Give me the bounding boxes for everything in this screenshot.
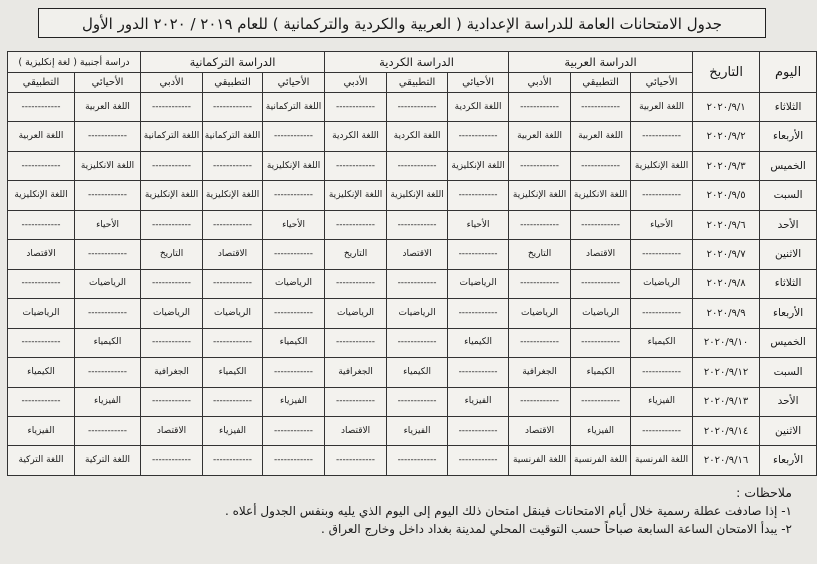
table-row — [8, 240, 817, 269]
cell-date: ٢٠٢٠/٩/٦ — [693, 210, 760, 239]
cell-date: ٢٠٢٠/٩/٩ — [693, 299, 760, 328]
subheader-app: التطبيقي — [571, 73, 631, 93]
cell-ar-bio: الأحياء — [631, 210, 693, 239]
cell-tk-lit: التاريخ — [141, 240, 203, 269]
cell-date: ٢٠٢٠/٩/٨ — [693, 269, 760, 298]
cell-fr-app: ------------ — [8, 328, 75, 357]
cell-day: الثلاثاء — [760, 93, 817, 122]
cell-ar-bio: الكيمياء — [631, 328, 693, 357]
cell-tk-lit: ------------ — [141, 151, 203, 180]
cell-fr-bio: ------------ — [75, 358, 141, 387]
subheader-lit: الأدبي — [141, 73, 203, 93]
cell-ku-bio: الكيمياء — [448, 328, 509, 357]
cell-ar-app: الكيمياء — [571, 358, 631, 387]
cell-ar-bio: الفيزياء — [631, 387, 693, 416]
table-row — [8, 269, 817, 298]
cell-ar-bio: ------------ — [631, 122, 693, 151]
cell-day: الاثنين — [760, 240, 817, 269]
cell-ar-lit: التاريخ — [509, 240, 571, 269]
cell-tk-app: الفيزياء — [203, 416, 263, 445]
cell-ku-lit: ------------ — [325, 210, 387, 239]
subheader-app: التطبيقي — [387, 73, 448, 93]
cell-tk-app: ------------ — [203, 446, 263, 476]
cell-ku-lit: اللغة الكردية — [325, 122, 387, 151]
cell-fr-bio: ------------ — [75, 240, 141, 269]
subheader-lit: الأدبي — [325, 73, 387, 93]
cell-ku-bio: اللغة الكردية — [448, 93, 509, 122]
cell-ar-app: الاقتصاد — [571, 240, 631, 269]
cell-tk-lit: ------------ — [141, 387, 203, 416]
cell-tk-bio: ------------ — [263, 299, 325, 328]
cell-ku-app: الرياضيات — [387, 299, 448, 328]
cell-ku-bio: الأحياء — [448, 210, 509, 239]
cell-ar-bio: ------------ — [631, 416, 693, 445]
cell-date: ٢٠٢٠/٩/١٤ — [693, 416, 760, 445]
table-row — [8, 358, 817, 387]
cell-tk-bio: الأحياء — [263, 210, 325, 239]
cell-ku-app: اللغة الإنكليزية — [387, 181, 448, 210]
note-item: ٢- يبدأ الامتحان الساعة السابعة صباحاً حسب التوقيت المحلي لمدينة بغداد داخل وخارج العراق . — [321, 522, 792, 536]
cell-ku-bio: الرياضيات — [448, 269, 509, 298]
cell-date: ٢٠٢٠/٩/١٣ — [693, 387, 760, 416]
cell-ku-app: الاقتصاد — [387, 240, 448, 269]
cell-tk-lit: اللغة الإنكليزية — [141, 181, 203, 210]
cell-fr-bio: ------------ — [75, 299, 141, 328]
cell-ar-app: الرياضيات — [571, 299, 631, 328]
cell-ar-bio: الرياضيات — [631, 269, 693, 298]
subheader-app: التطبيقي — [8, 73, 75, 93]
cell-ku-app: ------------ — [387, 151, 448, 180]
table-row — [8, 299, 817, 328]
cell-ar-bio: اللغة العربية — [631, 93, 693, 122]
cell-tk-bio: الرياضيات — [263, 269, 325, 298]
cell-ar-app: ------------ — [571, 328, 631, 357]
cell-ku-lit: ------------ — [325, 387, 387, 416]
cell-ku-bio: ------------ — [448, 446, 509, 476]
cell-tk-lit: اللغة التركمانية — [141, 122, 203, 151]
table-row — [8, 93, 817, 122]
cell-day: السبت — [760, 181, 817, 210]
header-arabic: الدراسة العربية — [509, 52, 693, 73]
cell-tk-app: ------------ — [203, 151, 263, 180]
table-row — [8, 387, 817, 416]
cell-ar-lit: اللغة الإنكليزية — [509, 181, 571, 210]
cell-day: الأربعاء — [760, 299, 817, 328]
table-row — [8, 446, 817, 476]
cell-day: الأحد — [760, 210, 817, 239]
table-row — [8, 416, 817, 445]
cell-tk-bio: الفيزياء — [263, 387, 325, 416]
cell-day: الثلاثاء — [760, 269, 817, 298]
cell-ar-lit: ------------ — [509, 151, 571, 180]
cell-ar-app: ------------ — [571, 387, 631, 416]
cell-ar-app: اللغة الانكليزية — [571, 181, 631, 210]
subheader-bio: الأحيائي — [631, 73, 693, 93]
cell-tk-bio: ------------ — [263, 122, 325, 151]
cell-tk-bio: ------------ — [263, 358, 325, 387]
exam-schedule-table — [7, 51, 817, 476]
cell-date: ٢٠٢٠/٩/٧ — [693, 240, 760, 269]
cell-date: ٢٠٢٠/٩/١٠ — [693, 328, 760, 357]
cell-ar-lit: الرياضيات — [509, 299, 571, 328]
subheader-bio: الأحيائي — [448, 73, 509, 93]
page-title: جدول الامتحانات العامة للدراسة الإعدادية ( العربية والكردية والتركمانية ) للعام ٢٠١٩ / ٢٠٢٠ الدور الأول — [38, 8, 766, 38]
header-foreign: دراسة أجنبية ( لغة إنكليزية ) — [8, 52, 141, 73]
cell-fr-app: ------------ — [8, 93, 75, 122]
cell-ku-app: الكيمياء — [387, 358, 448, 387]
cell-ar-lit: الاقتصاد — [509, 416, 571, 445]
cell-ar-bio: ------------ — [631, 240, 693, 269]
cell-ku-app: الفيزياء — [387, 416, 448, 445]
cell-day: الأحد — [760, 387, 817, 416]
cell-ar-app: ------------ — [571, 93, 631, 122]
cell-ar-lit: اللغة الفرنسية — [509, 446, 571, 476]
cell-ar-lit: الجغرافية — [509, 358, 571, 387]
cell-tk-app: ------------ — [203, 93, 263, 122]
cell-ar-lit: ------------ — [509, 328, 571, 357]
cell-date: ٢٠٢٠/٩/٣ — [693, 151, 760, 180]
cell-ar-lit: ------------ — [509, 387, 571, 416]
cell-tk-bio: اللغة الإنكليزية — [263, 151, 325, 180]
cell-fr-app: الفيزياء — [8, 416, 75, 445]
subheader-app: التطبيقي — [203, 73, 263, 93]
header-day: اليوم — [760, 52, 817, 93]
cell-ku-bio: الفيزياء — [448, 387, 509, 416]
cell-ar-lit: ------------ — [509, 210, 571, 239]
cell-fr-app: الاقتصاد — [8, 240, 75, 269]
cell-ku-app: ------------ — [387, 269, 448, 298]
cell-tk-app: اللغة التركمانية — [203, 122, 263, 151]
cell-ku-bio: ------------ — [448, 358, 509, 387]
cell-fr-bio: اللغة التركية — [75, 446, 141, 476]
subheader-bio: الأحيائي — [75, 73, 141, 93]
cell-ar-bio: ------------ — [631, 299, 693, 328]
cell-ar-app: ------------ — [571, 151, 631, 180]
cell-ku-bio: ------------ — [448, 240, 509, 269]
notes-heading: ملاحظات : — [736, 485, 792, 500]
cell-tk-app: الاقتصاد — [203, 240, 263, 269]
note-item: ١- إذا صادفت عطلة رسمية خلال أيام الامتحانات فينقل امتحان ذلك اليوم إلى اليوم الذي يليه وبنفس الجدول أعلاه . — [224, 504, 792, 518]
cell-tk-bio: ------------ — [263, 240, 325, 269]
cell-fr-bio: ------------ — [75, 181, 141, 210]
cell-ku-lit: التاريخ — [325, 240, 387, 269]
cell-ar-bio: اللغة الفرنسية — [631, 446, 693, 476]
cell-ku-bio: ------------ — [448, 299, 509, 328]
header-date: التاريخ — [693, 52, 760, 93]
cell-ar-bio: ------------ — [631, 181, 693, 210]
cell-day: الخميس — [760, 328, 817, 357]
cell-date: ٢٠٢٠/٩/٢ — [693, 122, 760, 151]
cell-ku-lit: الاقتصاد — [325, 416, 387, 445]
cell-tk-lit: الجغرافية — [141, 358, 203, 387]
cell-tk-bio: اللغة التركمانية — [263, 93, 325, 122]
cell-day: الأربعاء — [760, 122, 817, 151]
cell-tk-app: ------------ — [203, 387, 263, 416]
table-row — [8, 210, 817, 239]
subheader-bio: الأحيائي — [263, 73, 325, 93]
cell-fr-bio: الفيزياء — [75, 387, 141, 416]
cell-fr-bio: الرياضيات — [75, 269, 141, 298]
cell-ku-lit: اللغة الإنكليزية — [325, 181, 387, 210]
cell-tk-bio: ------------ — [263, 446, 325, 476]
cell-fr-app: اللغة العربية — [8, 122, 75, 151]
cell-ar-app: اللغة العربية — [571, 122, 631, 151]
cell-ar-lit: اللغة العربية — [509, 122, 571, 151]
cell-ku-lit: ------------ — [325, 328, 387, 357]
cell-ar-app: اللغة الفرنسية — [571, 446, 631, 476]
cell-fr-bio: الأحياء — [75, 210, 141, 239]
cell-date: ٢٠٢٠/٩/١٦ — [693, 446, 760, 476]
cell-ku-lit: ------------ — [325, 151, 387, 180]
cell-tk-lit: الرياضيات — [141, 299, 203, 328]
cell-tk-app: ------------ — [203, 269, 263, 298]
cell-ku-lit: ------------ — [325, 446, 387, 476]
cell-fr-app: ------------ — [8, 387, 75, 416]
notes — [20, 484, 792, 538]
cell-tk-bio: ------------ — [263, 181, 325, 210]
cell-day: السبت — [760, 358, 817, 387]
cell-ku-app: ------------ — [387, 210, 448, 239]
cell-day: الاثنين — [760, 416, 817, 445]
cell-ku-bio: اللغة الإنكليزية — [448, 151, 509, 180]
cell-tk-app: اللغة الإنكليزية — [203, 181, 263, 210]
cell-ku-bio: ------------ — [448, 181, 509, 210]
cell-tk-lit: الاقتصاد — [141, 416, 203, 445]
subheader-lit: الأدبي — [509, 73, 571, 93]
cell-fr-bio: ------------ — [75, 416, 141, 445]
header-turkmen: الدراسة التركمانية — [141, 52, 325, 73]
cell-tk-app: الكيمياء — [203, 358, 263, 387]
cell-ku-app: ------------ — [387, 446, 448, 476]
cell-tk-app: ------------ — [203, 328, 263, 357]
cell-ku-lit: الجغرافية — [325, 358, 387, 387]
cell-tk-bio: الكيمياء — [263, 328, 325, 357]
cell-tk-lit: ------------ — [141, 328, 203, 357]
cell-ar-lit: ------------ — [509, 269, 571, 298]
cell-ku-app: ------------ — [387, 328, 448, 357]
schedule-body — [8, 93, 817, 476]
cell-ku-lit: ------------ — [325, 93, 387, 122]
table-row — [8, 328, 817, 357]
cell-ar-lit: ------------ — [509, 93, 571, 122]
cell-ku-app: اللغة الكردية — [387, 122, 448, 151]
cell-ar-app: ------------ — [571, 210, 631, 239]
table-row — [8, 151, 817, 180]
cell-ar-app: الفيزياء — [571, 416, 631, 445]
cell-fr-bio: اللغة العربية — [75, 93, 141, 122]
cell-date: ٢٠٢٠/٩/١٢ — [693, 358, 760, 387]
cell-ku-app: ------------ — [387, 387, 448, 416]
cell-fr-bio: ------------ — [75, 122, 141, 151]
cell-fr-bio: اللغة الانكليزية — [75, 151, 141, 180]
cell-ar-bio: اللغة الإنكليزية — [631, 151, 693, 180]
cell-tk-app: ------------ — [203, 210, 263, 239]
cell-fr-app: الرياضيات — [8, 299, 75, 328]
table-row — [8, 122, 817, 151]
header-kurdish: الدراسة الكردية — [325, 52, 509, 73]
cell-ku-lit: ------------ — [325, 269, 387, 298]
cell-ar-app: ------------ — [571, 269, 631, 298]
cell-ar-bio: ------------ — [631, 358, 693, 387]
cell-fr-app: اللغة التركية — [8, 446, 75, 476]
cell-date: ٢٠٢٠/٩/١ — [693, 93, 760, 122]
cell-fr-app: الكيمياء — [8, 358, 75, 387]
table-row — [8, 181, 817, 210]
cell-ku-bio: ------------ — [448, 122, 509, 151]
cell-tk-bio: ------------ — [263, 416, 325, 445]
cell-fr-app: ------------ — [8, 151, 75, 180]
cell-tk-lit: ------------ — [141, 93, 203, 122]
cell-ku-bio: ------------ — [448, 416, 509, 445]
cell-ku-app: ------------ — [387, 93, 448, 122]
cell-fr-bio: الكيمياء — [75, 328, 141, 357]
cell-tk-app: الرياضيات — [203, 299, 263, 328]
cell-tk-lit: ------------ — [141, 210, 203, 239]
cell-fr-app: ------------ — [8, 210, 75, 239]
cell-tk-lit: ------------ — [141, 446, 203, 476]
cell-ku-lit: الرياضيات — [325, 299, 387, 328]
cell-tk-lit: ------------ — [141, 269, 203, 298]
cell-fr-app: اللغة الإنكليزية — [8, 181, 75, 210]
cell-day: الأربعاء — [760, 446, 817, 476]
cell-fr-app: ------------ — [8, 269, 75, 298]
cell-day: الخميس — [760, 151, 817, 180]
cell-date: ٢٠٢٠/٩/٥ — [693, 181, 760, 210]
